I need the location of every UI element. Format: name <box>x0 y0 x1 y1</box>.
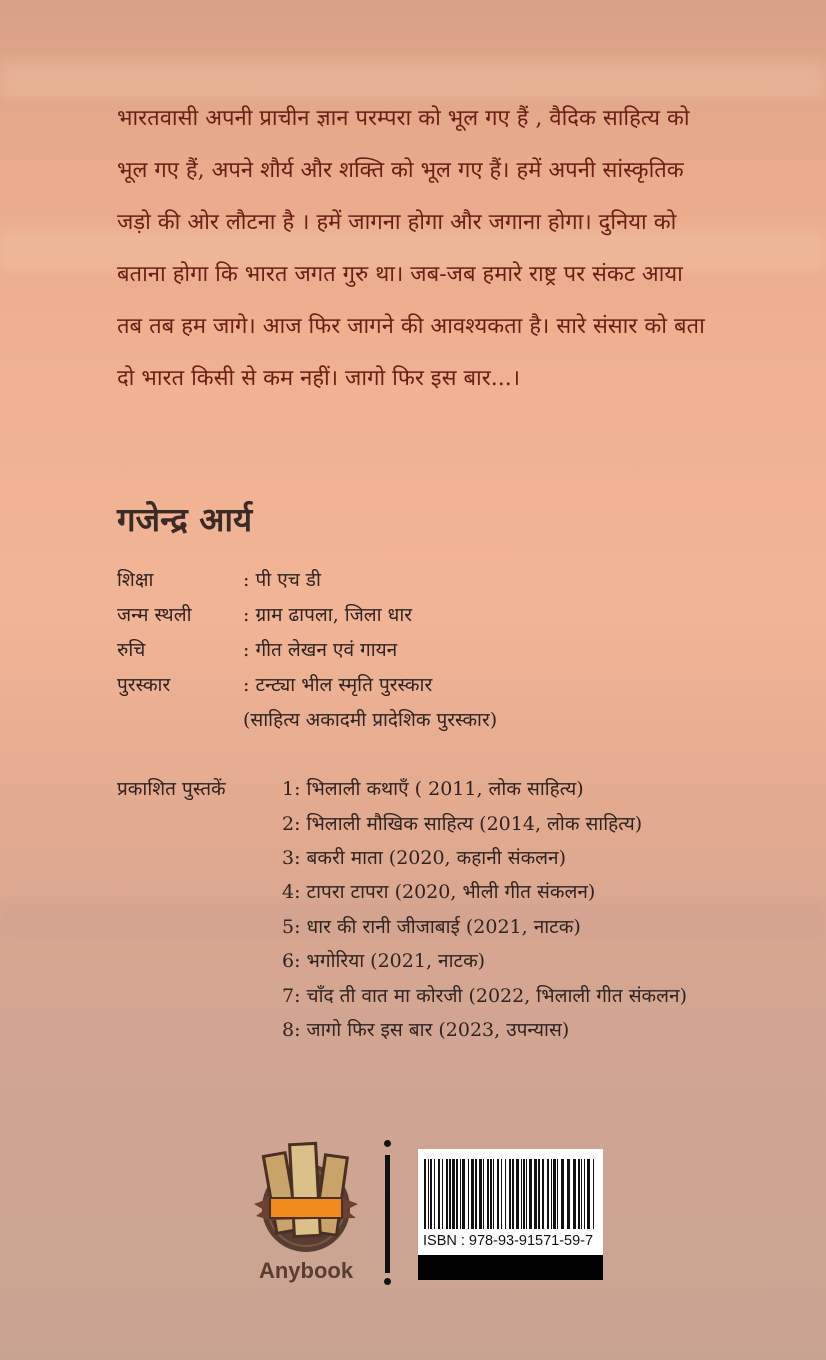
barcode-bar <box>516 1159 519 1229</box>
barcode-bar <box>561 1159 564 1229</box>
barcode-bar <box>462 1159 465 1229</box>
barcode-bars <box>424 1159 596 1229</box>
book-item: 3: बकरी माता (2020, कहानी संकलन) <box>282 847 567 869</box>
book-item: 2: भिलाली मौखिक साहित्य (2014, लोक साहित्य) <box>282 813 643 835</box>
barcode-bar <box>475 1159 477 1229</box>
detail-label: शिक्षा <box>117 569 154 591</box>
blurb-line: तब तब हम जागे। आज फिर जागने की आवश्यकता है। सारे संसार को बता <box>117 314 705 339</box>
blurb-line: बताना होगा कि भारत जगत गुरु था। जब-जब हमारे राष्ट्र पर संकट आया <box>117 262 683 287</box>
publisher-name: Anybook <box>258 1258 354 1283</box>
barcode-bar <box>434 1159 435 1229</box>
detail-value: : गीत लेखन एवं गायन <box>243 639 398 661</box>
barcode-strip <box>418 1255 603 1280</box>
background-haze <box>0 60 826 100</box>
barcode-bar <box>487 1159 489 1229</box>
isbn-number: ISBN : 978-93-91571-59-7 <box>423 1233 594 1249</box>
blurb-line: दो भारत किसी से कम नहीं। जागो फिर इस बार...। <box>117 366 521 391</box>
barcode-bar <box>542 1159 544 1229</box>
barcode-bar <box>501 1159 502 1229</box>
barcode-bar <box>526 1159 527 1229</box>
barcode-bar <box>521 1159 522 1229</box>
barcode-bar <box>551 1159 552 1229</box>
barcode-bar <box>479 1159 482 1229</box>
book-item: 1: भिलाली कथाएँ ( 2011, लोक साहित्य) <box>282 778 584 800</box>
author-name: गजेन्द्र आर्य <box>117 500 253 539</box>
wooden-planks-icon <box>252 1140 360 1258</box>
barcode-bar <box>534 1159 537 1229</box>
book-item: 5: धार की रानी जीजाबाई (2021, नाटक) <box>282 916 581 938</box>
book-item: 6: भगोरिया (2021, नाटक) <box>282 950 486 972</box>
barcode-bar <box>553 1159 556 1229</box>
barcode-bar <box>449 1159 451 1229</box>
barcode-bar <box>452 1159 455 1229</box>
barcode-bar <box>523 1159 525 1229</box>
blurb-paragraph <box>117 96 757 408</box>
vertical-divider <box>384 1140 390 1285</box>
barcode-bar <box>509 1159 511 1229</box>
detail-value: : पी एच डी <box>243 569 321 591</box>
barcode-bar <box>578 1159 580 1229</box>
barcode-bar <box>505 1159 506 1229</box>
barcode-bar <box>593 1159 594 1229</box>
barcode-bar <box>424 1159 426 1229</box>
barcode-bar <box>438 1159 440 1229</box>
barcode-bar <box>442 1159 443 1229</box>
detail-value: : टन्ट्या भील स्मृति पुरस्कार <box>243 674 433 696</box>
detail-label: रुचि <box>117 639 146 661</box>
barcode-bar <box>493 1159 494 1229</box>
barcode-bar <box>587 1159 590 1229</box>
barcode-bar <box>557 1159 558 1229</box>
barcode-bar <box>512 1159 514 1229</box>
blurb-line: भारतवासी अपनी प्राचीन ज्ञान परम्परा को भूल गए हैं , वैदिक साहित्य को <box>117 106 690 131</box>
blurb-line: भूल गए हैं, अपने शौर्य और शक्ति को भूल गए हैं। हमें अपनी सांस्कृतिक <box>117 158 684 183</box>
barcode-bar <box>547 1159 549 1229</box>
detail-value: (साहित्य अकादमी प्रादेशिक पुरस्कार) <box>243 709 498 731</box>
publisher-logo <box>252 1140 360 1290</box>
barcode-bar <box>581 1159 582 1229</box>
published-books-label: प्रकाशित पुस्तकें <box>117 778 226 800</box>
blurb-line: जड़ो की ओर लौटना है । हमें जागना होगा और जगाना होगा। दुनिया को <box>117 210 677 235</box>
barcode-bar <box>456 1159 458 1229</box>
barcode-bar <box>460 1159 461 1229</box>
barcode-bar <box>471 1159 474 1229</box>
isbn-barcode <box>418 1149 603 1280</box>
barcode-bar <box>529 1159 532 1229</box>
barcode-bar <box>430 1159 432 1229</box>
barcode-bar <box>538 1159 540 1229</box>
book-item: 4: टापरा टापरा (2020, भीली गीत संकलन) <box>282 881 596 903</box>
book-item: 8: जागो फिर इस बार (2023, उपन्यास) <box>282 1019 570 1041</box>
detail-value: : ग्राम ढापला, जिला धार <box>243 604 413 626</box>
detail-label: जन्म स्थली <box>117 604 192 626</box>
detail-label: पुरस्कार <box>117 674 171 696</box>
barcode-bar <box>490 1159 492 1229</box>
barcode-bar <box>428 1159 429 1229</box>
barcode-bar <box>497 1159 499 1229</box>
barcode-bar <box>573 1159 576 1229</box>
barcode-bar <box>483 1159 484 1229</box>
barcode-bar <box>584 1159 585 1229</box>
barcode-bar <box>446 1159 448 1229</box>
book-item: 7: चाँद ती वात मा कोरजी (2022, भिलाली गीत संकलन) <box>282 985 687 1007</box>
barcode-bar <box>468 1159 469 1229</box>
barcode-bar <box>567 1159 570 1229</box>
